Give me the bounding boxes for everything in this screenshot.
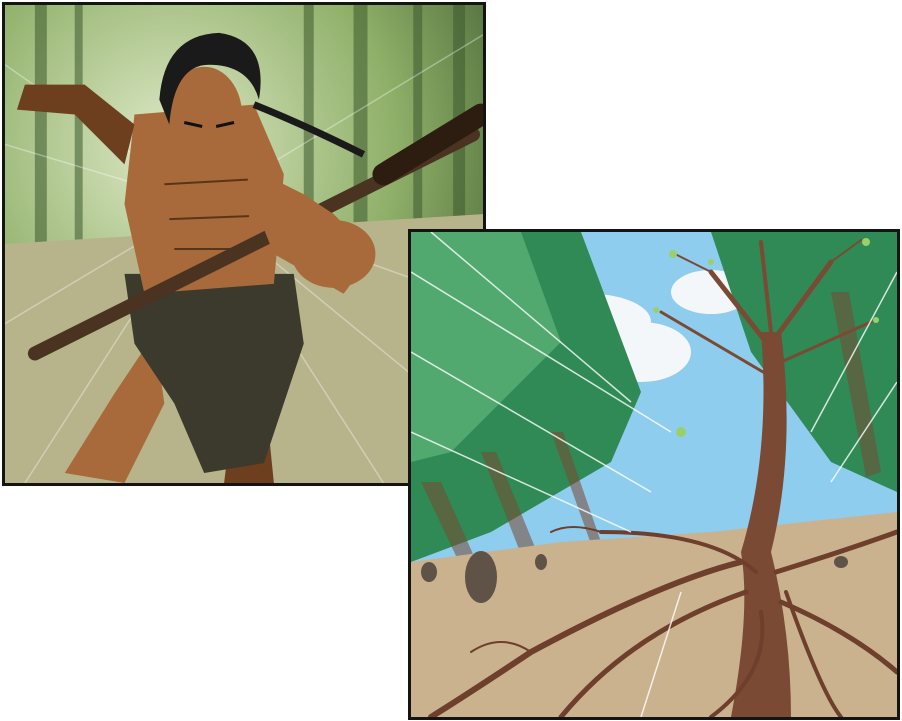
- uprooted-tree-illustration: [411, 232, 897, 717]
- comic-panel-uprooted-tree: [408, 229, 900, 720]
- fist: [292, 220, 376, 288]
